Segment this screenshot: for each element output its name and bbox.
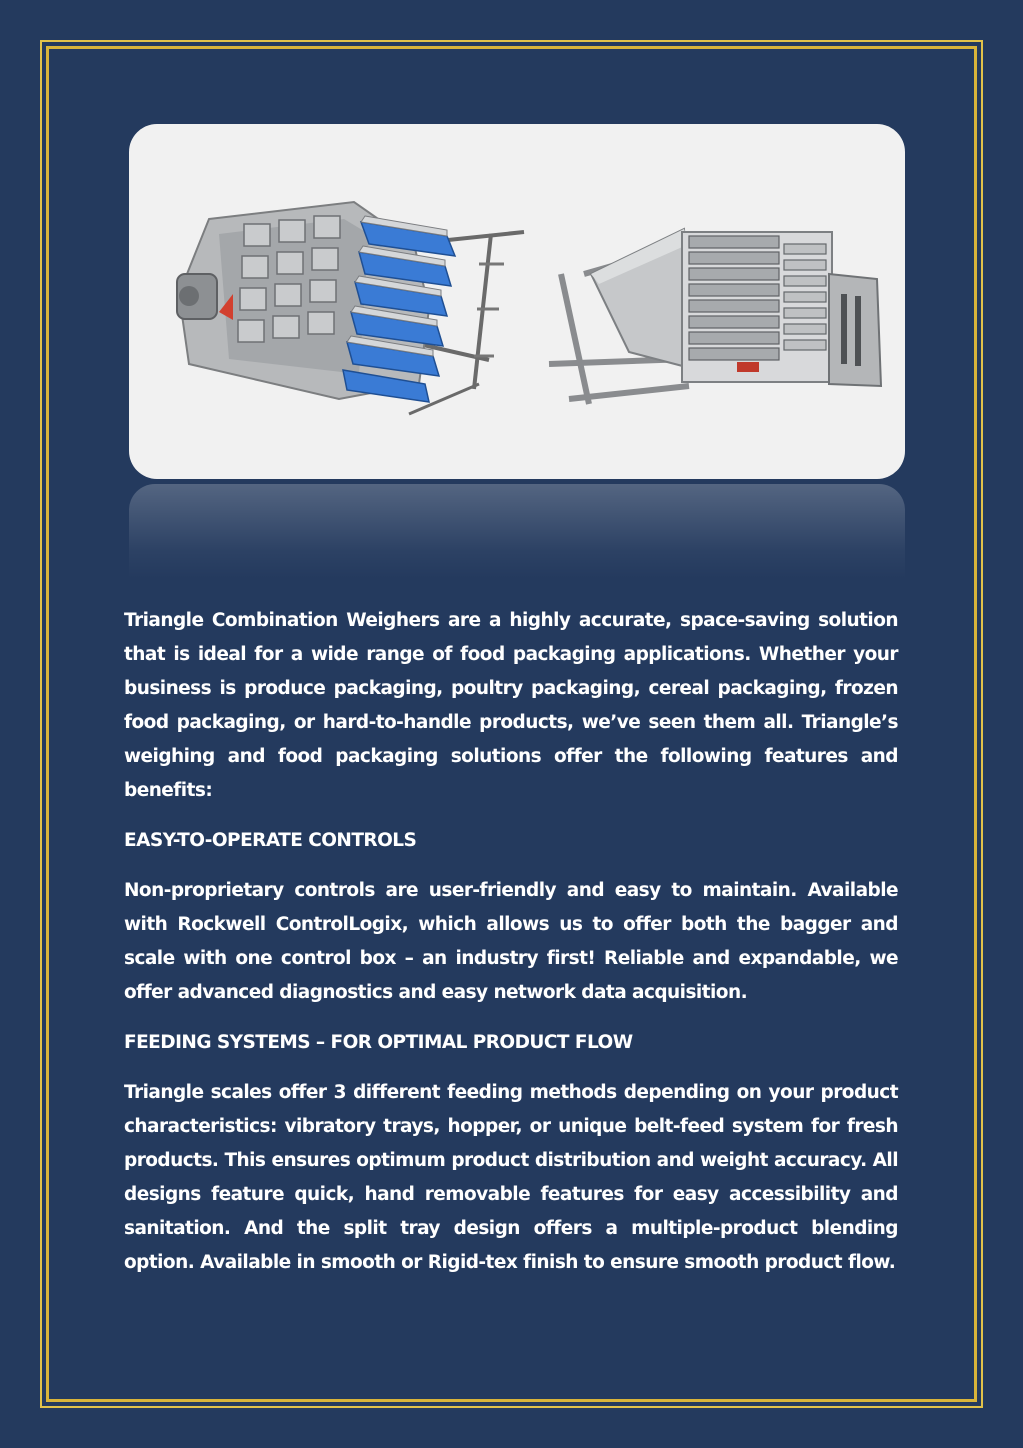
photo-reflection	[129, 484, 905, 579]
section-heading-feeding: FEEDING SYSTEMS – FOR OPTIMAL PRODUCT FLOW	[124, 1032, 633, 1053]
section-heading-controls: EASY-TO-OPERATE CONTROLS	[124, 830, 417, 851]
combination-weighers-illustration	[129, 124, 905, 479]
section-body-feeding: Triangle scales offer 3 different feeding methods depending on your product characteristics: vibratory trays, hopper, or unique belt-feed system for fresh products. This ensures optimum product distribution and weight accuracy. All designs feature quick, hand removable features for easy accessibility and sanitation. And the split tray design offers a multiple-product blending option. Available in smooth or Rigid-tex finish to ensure smooth product flow.	[124, 1082, 898, 1273]
section-body-controls: Non-proprietary controls are user-friendly and easy to maintain. Available with Rockwell ControlLogix, which allows us to offer both the bagger and scale with one control box – an industry first! Reliable and expandable, we offer advanced diagnostics and easy network data acquisition.	[124, 880, 898, 1003]
article-body	[124, 604, 898, 1296]
product-photo	[129, 124, 905, 479]
left-weigher-machine	[177, 202, 524, 414]
right-weigher-machine	[549, 229, 881, 404]
intro-paragraph: Triangle Combination Weighers are a highly accurate, space-saving solution that is ideal for a wide range of food packaging applications. Whether your business is produce packaging, poultry packaging, cereal packaging, frozen food packaging, or hard-to-handle products, we’ve seen them all. Triangle’s weighing and food packaging solutions offer the following features and benefits:	[124, 610, 898, 801]
